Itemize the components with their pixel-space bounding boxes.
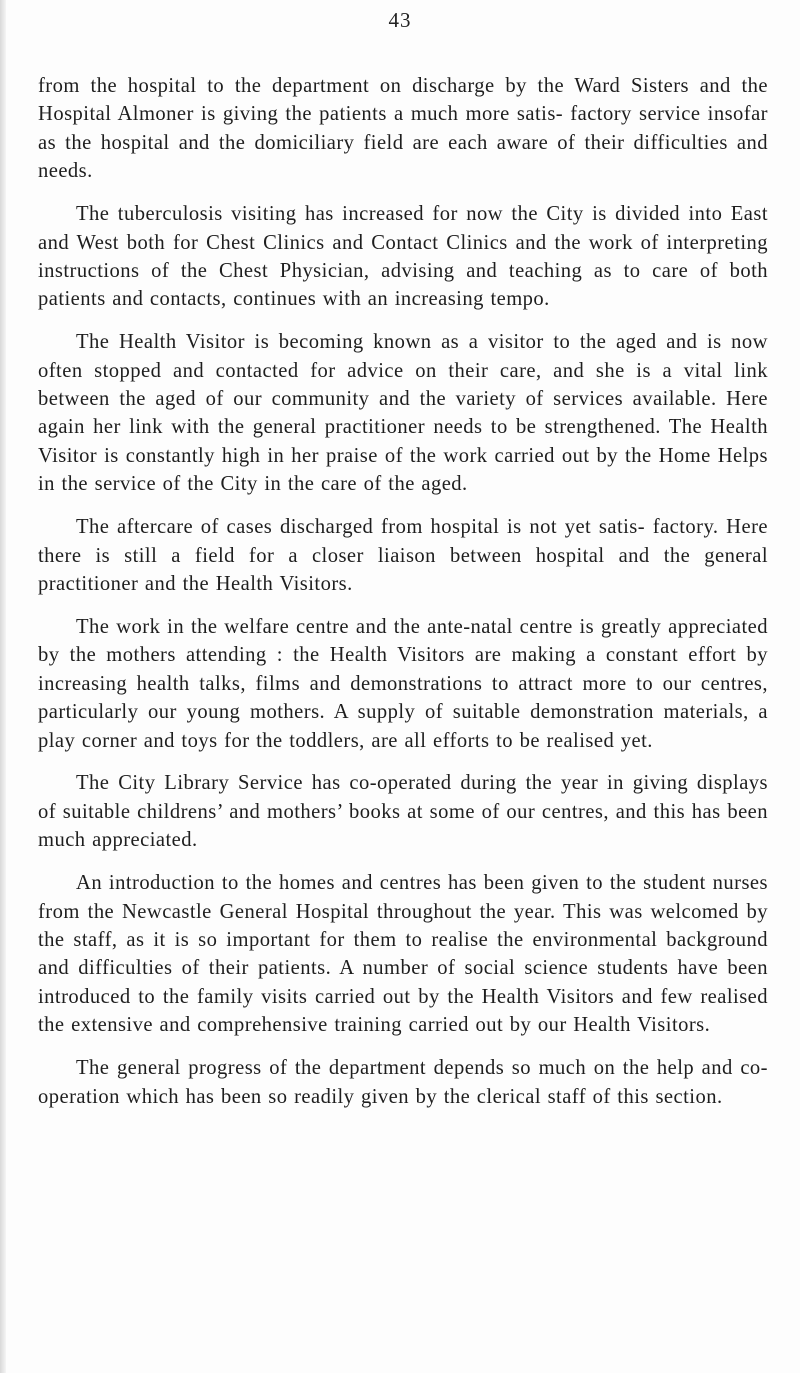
paragraph-general-progress bbox=[38, 1054, 768, 1111]
body-text bbox=[38, 72, 768, 1125]
paragraph-text: The tuberculosis visiting has increased for now the City is divided into East and West both for Chest Clinics and Contact Clinics and the work of interpreting instructions of the Chest Physician, advising and teaching as to care of both patients and contacts, continues with an increasing tempo. bbox=[38, 203, 768, 311]
paragraph-tuberculosis-visiting bbox=[38, 200, 768, 314]
paragraph-continuation bbox=[38, 72, 768, 186]
paragraph-text: An introduction to the homes and centres has been given to the student nurses from the Newcastle General Hospital throughout the year. This was welcomed by the staff, as it is so important for them to realise the environmental background and difficulties of their patients. A number of social science students have been introduced to the family visits carried out by the Health Visitors and few realised the extensive and comprehensive training carried out by our Health Visitors. bbox=[38, 872, 768, 1037]
paragraph-health-visitor-aged bbox=[38, 328, 768, 498]
paragraph-text: from the hospital to the department on discharge by the Ward Sisters and the Hospital Almoner is giving the patients a much more satis- factory service insofar as the hospital and the domiciliary field are each aware of their difficulties and needs. bbox=[38, 75, 768, 183]
paragraph-text: The work in the welfare centre and the ante-natal centre is greatly appreciated by the mothers attending : the Health Visitors are making a constant effort by increasing health talks, films and demonstrations to attract more to our centres, particularly our young mothers. A supply of suitable demonstration materials, a play corner and toys for the toddlers, are all efforts to be realised yet. bbox=[38, 615, 768, 752]
paragraph-student-nurses bbox=[38, 869, 768, 1039]
paragraph-city-library bbox=[38, 769, 768, 854]
paragraph-aftercare bbox=[38, 513, 768, 598]
paragraph-text: The aftercare of cases discharged from hospital is not yet satis- factory. Here there is still a field for a closer liaison between hospital and the general practitioner and the Health Visitors. bbox=[38, 516, 768, 595]
page-number: 43 bbox=[388, 8, 412, 32]
paragraph-text: The Health Visitor is becoming known as a visitor to the aged and is now often stopped and contacted for advice on their care, and she is a vital link between the aged of our community and the variety of services available. Here again her link with the general practitioner needs to be strengthened. The Health Visitor is constantly high in her praise of the work carried out by the Home Helps in the service of the City in the care of the aged. bbox=[38, 331, 768, 496]
paragraph-text: The general progress of the department depends so much on the help and co-operation which has been so readily given by the clerical staff of this section. bbox=[38, 1057, 768, 1108]
paragraph-text: The City Library Service has co-operated during the year in giving displays of suitable childrens’ and mothers’ books at some of our centres, and this has been much appreciated. bbox=[38, 772, 768, 852]
paragraph-welfare-centre bbox=[38, 613, 768, 755]
page-edge-shadow bbox=[0, 0, 6, 1373]
